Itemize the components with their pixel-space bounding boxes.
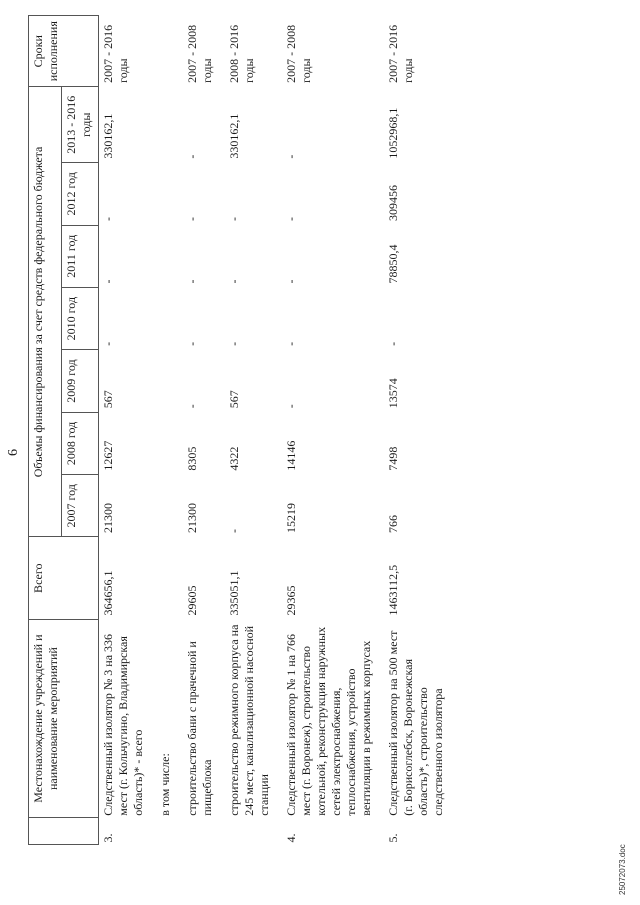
row-total: 29365 — [284, 585, 298, 616]
row-value-2010: - — [386, 341, 400, 346]
row-value-2011: - — [101, 279, 115, 284]
row-term: 2007 - 2008 годы — [185, 24, 214, 83]
header-year-2010: 2010 год — [62, 287, 99, 349]
document-file-code: 25072073.doc — [618, 844, 627, 895]
row-name: строительство бани с прачечной и пищеблока — [185, 641, 214, 816]
row-value-2009: - — [185, 404, 199, 409]
page-number: 6 — [6, 449, 21, 456]
row-term — [156, 16, 175, 87]
row-value-2007: 21300 — [185, 503, 199, 533]
row-total: 29605 — [185, 585, 199, 616]
row-value-2013-2016: - — [185, 154, 199, 159]
table-row — [282, 16, 376, 845]
row-value-2009: 567 — [227, 390, 241, 409]
row-name: в том числе: — [158, 753, 172, 816]
row-value-2013-2016: - — [284, 154, 298, 159]
row-value-2013-2016: 1052968,1 — [386, 107, 400, 159]
row-name: строительство режимного корпуса на 245 мест, канализационной насосной станции — [227, 624, 271, 816]
row-value-2007: 21300 — [101, 503, 115, 533]
row-value-2013-2016: 330162,1 — [227, 113, 241, 159]
row-value-2009: 13574 — [386, 378, 400, 409]
row-term: 2007 - 2008 годы — [284, 24, 313, 83]
header-number — [29, 818, 99, 845]
table-row — [225, 16, 274, 845]
row-value-2010 — [156, 287, 175, 349]
row-number — [183, 818, 217, 845]
row-number: 4. — [284, 833, 298, 843]
row-value-2009: 567 — [101, 390, 115, 409]
row-value-2008: 4322 — [227, 446, 241, 471]
row-term: 2007 - 2016 годы — [101, 24, 130, 83]
row-value-2007: 15219 — [284, 503, 298, 533]
row-value-2010: - — [227, 341, 241, 346]
row-name: Следственный изолятор № 1 на 766 мест (г. Воронеж), строительство котельной, реконструкция наружных сетей электроснабжения, теплоснабжения, устройство вентиляции в режимных корпусах — [284, 626, 373, 816]
row-total: 364656,1 — [101, 570, 115, 616]
row-value-2012: - — [185, 217, 199, 222]
header-year-2008: 2008 год — [62, 412, 99, 474]
row-value-2012 — [156, 163, 175, 225]
row-value-2011: - — [185, 279, 199, 284]
row-value-2009: - — [284, 404, 298, 409]
row-value-2012: - — [101, 217, 115, 222]
funding-table — [28, 15, 448, 845]
row-value-2011: 78850,4 — [386, 244, 400, 284]
row-total: 1463112,5 — [386, 564, 400, 616]
table-row — [156, 16, 175, 845]
row-number — [225, 818, 274, 845]
row-term: 2007 - 2016 годы — [386, 24, 415, 83]
row-value-2008 — [156, 412, 175, 474]
row-value-2010: - — [101, 341, 115, 346]
row-total: 335051,1 — [227, 570, 241, 616]
row-value-2012: - — [227, 217, 241, 222]
header-total: Всего — [29, 537, 99, 619]
header-name: Местонахождение учреждений и наименование мероприятий — [29, 619, 99, 817]
row-value-2007 — [156, 475, 175, 537]
header-year-2013-2016: 2013 - 2016 годы — [62, 87, 99, 163]
row-value-2013-2016 — [156, 87, 175, 163]
row-value-2007: 766 — [386, 515, 400, 533]
row-value-2008: 7498 — [386, 446, 400, 471]
row-total — [156, 537, 175, 619]
row-term: 2008 - 2016 годы — [227, 24, 256, 83]
row-value-2013-2016: 330162,1 — [101, 113, 115, 159]
row-value-2008: 12627 — [101, 440, 115, 471]
row-name: Следственный изолятор на 500 мест (г. Борисоглебск, Воронежская область)*, строительство следственного изолятора — [386, 630, 445, 816]
row-number: 3. — [101, 833, 115, 843]
row-value-2009 — [156, 350, 175, 412]
header-year-2009: 2009 год — [62, 350, 99, 412]
header-year-2011: 2011 год — [62, 225, 99, 287]
table-row — [183, 16, 217, 845]
row-value-2012: - — [284, 217, 298, 222]
row-value-2010: - — [185, 341, 199, 346]
header-year-2007: 2007 год — [62, 475, 99, 537]
row-value-2010: - — [284, 341, 298, 346]
row-name: Следственный изолятор № 3 на 336 мест (г. Кольчугино, Владимирская область)* - всего — [101, 633, 145, 816]
row-number — [156, 818, 175, 845]
header-term: Сроки исполнения — [29, 16, 99, 87]
row-number: 5. — [386, 833, 400, 843]
row-value-2012: 309456 — [386, 185, 400, 222]
row-value-2008: 8305 — [185, 446, 199, 471]
row-value-2011: - — [284, 279, 298, 284]
row-value-2011: - — [227, 279, 241, 284]
table-row — [384, 16, 448, 845]
header-funding-group: Объемы финансирования за счет средств федерального бюджета — [29, 87, 62, 537]
table-row — [99, 16, 149, 845]
row-value-2007: - — [227, 529, 241, 533]
header-year-2012: 2012 год — [62, 163, 99, 225]
row-value-2008: 14146 — [284, 440, 298, 471]
row-value-2011 — [156, 225, 175, 287]
